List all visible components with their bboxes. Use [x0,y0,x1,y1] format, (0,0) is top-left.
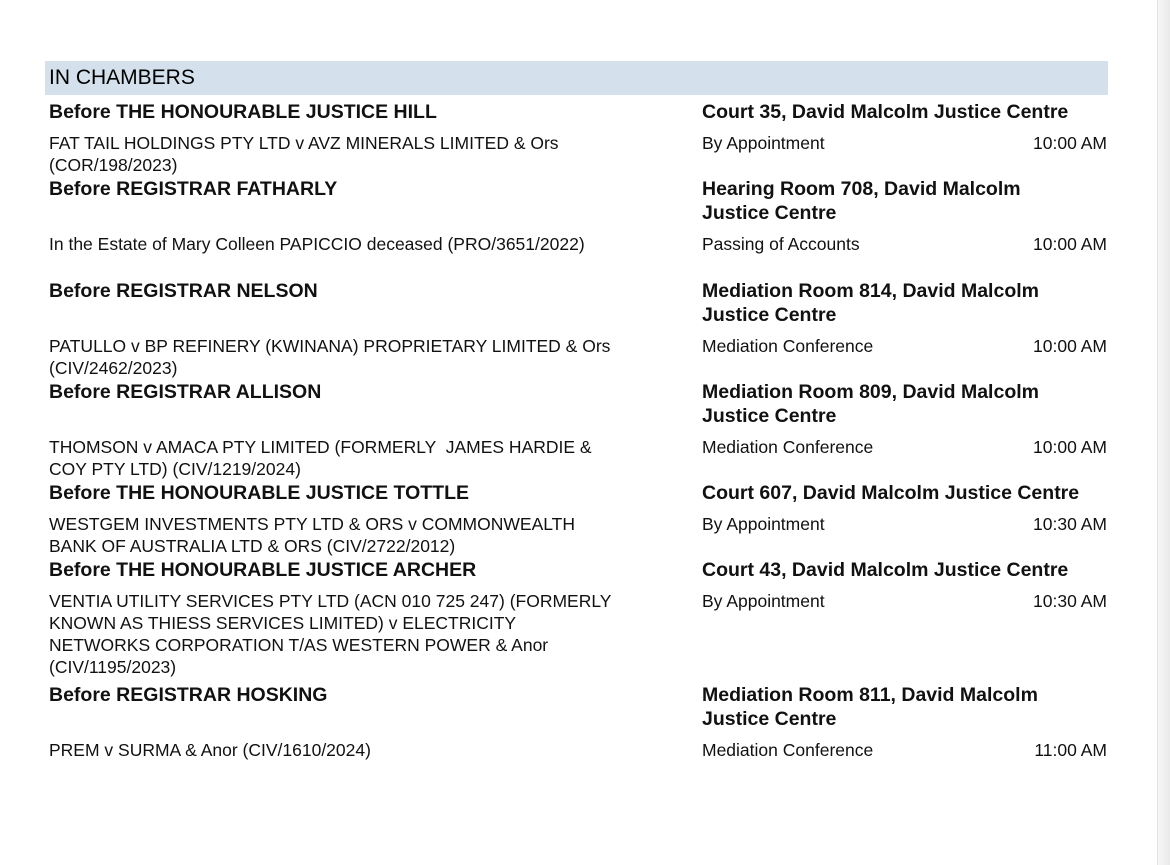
judge-name: Before REGISTRAR HOSKING [49,684,328,706]
venue-line: Justice Centre [702,708,837,730]
listing-type: Passing of Accounts [702,234,860,254]
listing-time: 10:00 AM [1033,336,1107,356]
venue-line: Justice Centre [702,202,837,224]
case-title [45,233,702,255]
listing-time: 11:00 AM [1034,740,1107,760]
cause-list-page [45,61,1108,761]
listing-hill [45,100,1108,176]
case-line: NETWORKS CORPORATION T/AS WESTERN POWER & Anor [49,635,549,655]
venue: Court 35, David Malcolm Justice Centre [702,101,1069,123]
case-line: (CIV/2462/2023) [49,358,178,378]
listing-type: Mediation Conference [702,740,874,760]
case-line: KNOWN AS THIESS SERVICES LIMITED) v ELECTRICITY [49,613,517,633]
listing-hosking [45,683,1108,761]
listing-type: By Appointment [702,133,825,153]
venue-line: Mediation Room 811, David Malcolm [702,684,1038,706]
case-line: COY PTY LTD) (CIV/1219/2024) [49,459,301,479]
listing-type: Mediation Conference [702,336,874,356]
judge-name: Before REGISTRAR FATHARLY [49,178,338,200]
judge-name: Before THE HONOURABLE JUSTICE TOTTLE [49,482,470,504]
venue: Court 43, David Malcolm Justice Centre [702,559,1069,581]
venue [702,683,1102,731]
venue-line: Mediation Room 814, David Malcolm [702,280,1039,302]
venue-line: Mediation Room 809, David Malcolm [702,381,1039,403]
listing-archer [45,558,1108,678]
case-title [45,739,702,761]
listing-time: 10:30 AM [1033,591,1107,611]
listing-time: 10:00 AM [1033,133,1107,153]
venue-line: Hearing Room 708, David Malcolm [702,178,1021,200]
venue [702,177,1102,225]
listing-allison [45,380,1108,480]
case-line: PREM v SURMA & Anor (CIV/1610/2024) [49,740,371,760]
section-header: IN CHAMBERS [45,61,1108,95]
case-line: THOMSON v AMACA PTY LIMITED (FORMERLY JAMES HARDIE & [49,437,592,457]
case-line: (CIV/1195/2023) [49,657,177,677]
case-line: BANK OF AUSTRALIA LTD & ORS (CIV/2722/2012) [49,536,456,556]
listing-tottle [45,481,1108,557]
case-line: In the Estate of Mary Colleen PAPICCIO deceased (PRO/3651/2022) [49,234,585,254]
scrollbar-track[interactable] [1157,0,1170,865]
venue-line: Justice Centre [702,405,837,427]
judge-name: Before THE HONOURABLE JUSTICE ARCHER [49,559,477,581]
judge-name: Before THE HONOURABLE JUSTICE HILL [49,101,437,123]
listing-time: 10:00 AM [1033,437,1107,457]
venue [702,279,1102,327]
venue-line: Justice Centre [702,304,837,326]
listing-time: 10:30 AM [1033,514,1107,534]
case-line: VENTIA UTILITY SERVICES PTY LTD (ACN 010 725 247) (FORMERLY [49,591,612,611]
case-line: WESTGEM INVESTMENTS PTY LTD & ORS v COMMONWEALTH [49,514,576,534]
listing-nelson [45,279,1108,379]
listing-time: 10:00 AM [1033,234,1107,254]
case-title [45,590,702,678]
judge-name: Before REGISTRAR NELSON [49,280,318,302]
case-line: PATULLO v BP REFINERY (KWINANA) PROPRIETARY LIMITED & Ors [49,336,611,356]
venue: Court 607, David Malcolm Justice Centre [702,482,1080,504]
judge-name: Before REGISTRAR ALLISON [49,381,322,403]
listing-type: Mediation Conference [702,437,874,457]
case-title [45,513,702,557]
case-line: FAT TAIL HOLDINGS PTY LTD v AVZ MINERALS LIMITED & Ors [49,133,559,153]
case-line: (COR/198/2023) [49,155,178,175]
listing-type: By Appointment [702,591,825,611]
listing-type: By Appointment [702,514,825,534]
case-title [45,436,702,480]
venue [702,380,1102,428]
case-title [45,335,702,379]
listing-fatharly [45,177,1108,255]
case-title [45,132,702,176]
